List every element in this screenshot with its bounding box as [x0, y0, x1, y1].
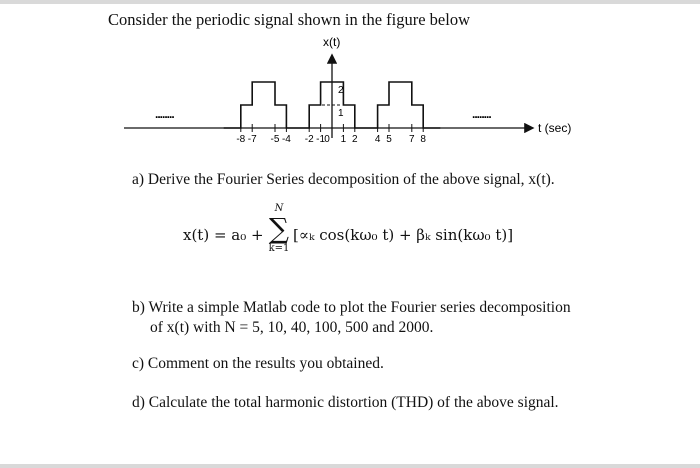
x-tick-label: -5: [270, 134, 280, 145]
signal-figure: [0, 0, 700, 168]
x-tick-label: -7: [247, 134, 257, 145]
x-tick-label: 1: [340, 134, 347, 145]
summation-upper-limit: N: [274, 203, 284, 214]
summation: [267, 203, 291, 255]
x-tick-label: -2: [304, 134, 314, 145]
x-tick-label: 4: [374, 134, 381, 145]
y-tick-label: 2: [338, 85, 344, 96]
x-tick-label: -4: [281, 134, 291, 145]
x-tick-label: -8: [236, 134, 246, 145]
question-c: c) Comment on the results you obtained.: [132, 355, 384, 372]
problem-heading: Consider the periodic signal shown in the figure below: [108, 10, 471, 29]
summation-lower-limit: k=1: [268, 243, 290, 254]
x-tick-label: 0: [324, 134, 330, 145]
x-tick-label: 5: [386, 134, 392, 145]
question-b-line1: b) Write a simple Matlab code to plot the Fourier series decomposition: [132, 299, 571, 316]
right-continuation-dots: ........: [472, 107, 491, 121]
x-tick-label: -1: [316, 134, 326, 145]
summation-sigma: ∑: [269, 212, 289, 245]
x-tick-label: 2: [352, 134, 358, 145]
equation-lhs: x(t) = a₀ +: [183, 226, 264, 244]
question-b-line2: of x(t) with N = 5, 10, 40, 100, 500 and 2000.: [150, 319, 434, 336]
question-d: d) Calculate the total harmonic distortion (THD) of the above signal.: [132, 394, 559, 411]
bottom-border: [0, 464, 700, 468]
y-axis-label: x(t): [323, 35, 341, 49]
x-axis-label: t (sec): [538, 121, 572, 135]
x-tick-label: 8: [420, 134, 426, 145]
x-tick-label: 7: [409, 134, 415, 145]
question-a: a) Derive the Fourier Series decomposition of the above signal, x(t).: [132, 171, 555, 188]
y-tick-label: 1: [338, 108, 344, 119]
left-continuation-dots: ........: [155, 107, 174, 121]
equation-rhs: [∝ₖ cos(kω₀ t) + βₖ sin(kω₀ t)]: [293, 226, 514, 244]
